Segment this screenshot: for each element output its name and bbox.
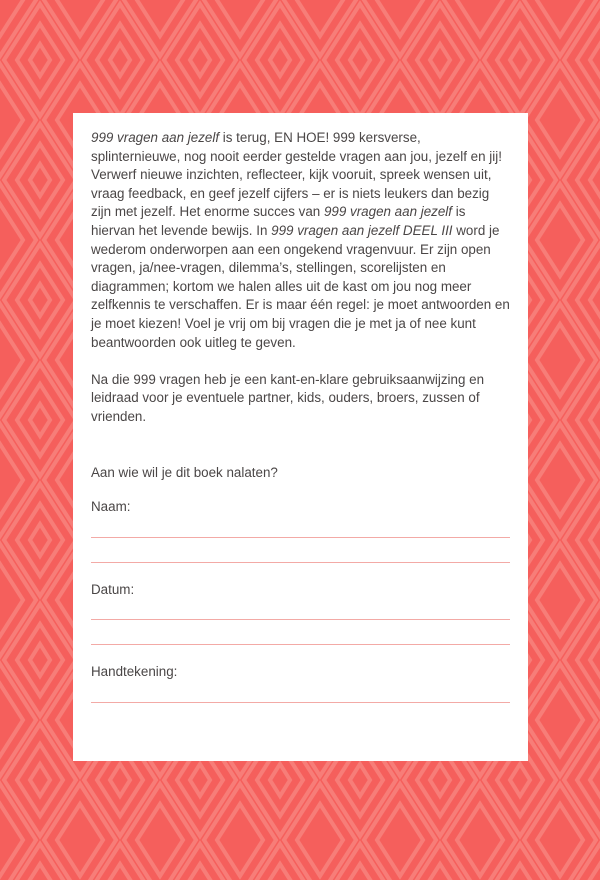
- date-label: Datum:: [91, 581, 135, 597]
- signature-label: Handtekening:: [91, 664, 178, 680]
- book-title: 999 vragen aan jezelf DEEL III: [271, 222, 453, 238]
- intro-text: is hiervan het levende bewijs. In: [91, 204, 466, 238]
- book-title: 999 vragen aan jezelf: [323, 204, 453, 220]
- intro-text: word je wederom onderworpen aan een ongekend vragenvuur. Er zijn open vragen, ja/nee-vragen, dilemma’s, stellingen, scorelijsten en diagrammen; kortom we halen alles uit de kast om jou nog meer zelfkennis te verschaffen. Er is maar één regel: je moet antwoorden en je moet kiezen! Voel je vrij om bij vragen die je met ja of nee kunt beantwoorden ook uitleg te geven.: [91, 222, 510, 350]
- intro-paragraph: [91, 129, 510, 352]
- name-label: Naam:: [91, 499, 131, 515]
- signature-line[interactable]: [91, 702, 510, 703]
- book-title: 999 vragen aan jezelf: [91, 130, 220, 145]
- date-line-2[interactable]: [91, 644, 510, 645]
- intro-text: is terug, EN HOE! 999 kersverse, splinternieuwe, nog nooit eerder gestelde vragen aan jou, jezelf en jij! Verwerf nieuwe inzichten, reflecteer, kijk vooruit, spreek wensen uit, vraag feedback, en geef jezelf cijfers – er is niets leukers dan bezig zijn met jezelf. Het enorme succes van: [91, 130, 502, 220]
- name-line-2[interactable]: [91, 562, 510, 563]
- name-line-1[interactable]: [91, 537, 510, 538]
- date-line-1[interactable]: [91, 619, 510, 620]
- bequeath-question: Aan wie wil je dit boek nalaten?: [91, 464, 278, 480]
- content-card: [73, 113, 528, 761]
- closing-paragraph: Na die 999 vragen heb je een kant-en-klare gebruiksaanwijzing en leidraad voor je eventuele partner, kids, ouders, broers, zussen of vrienden.: [91, 371, 485, 424]
